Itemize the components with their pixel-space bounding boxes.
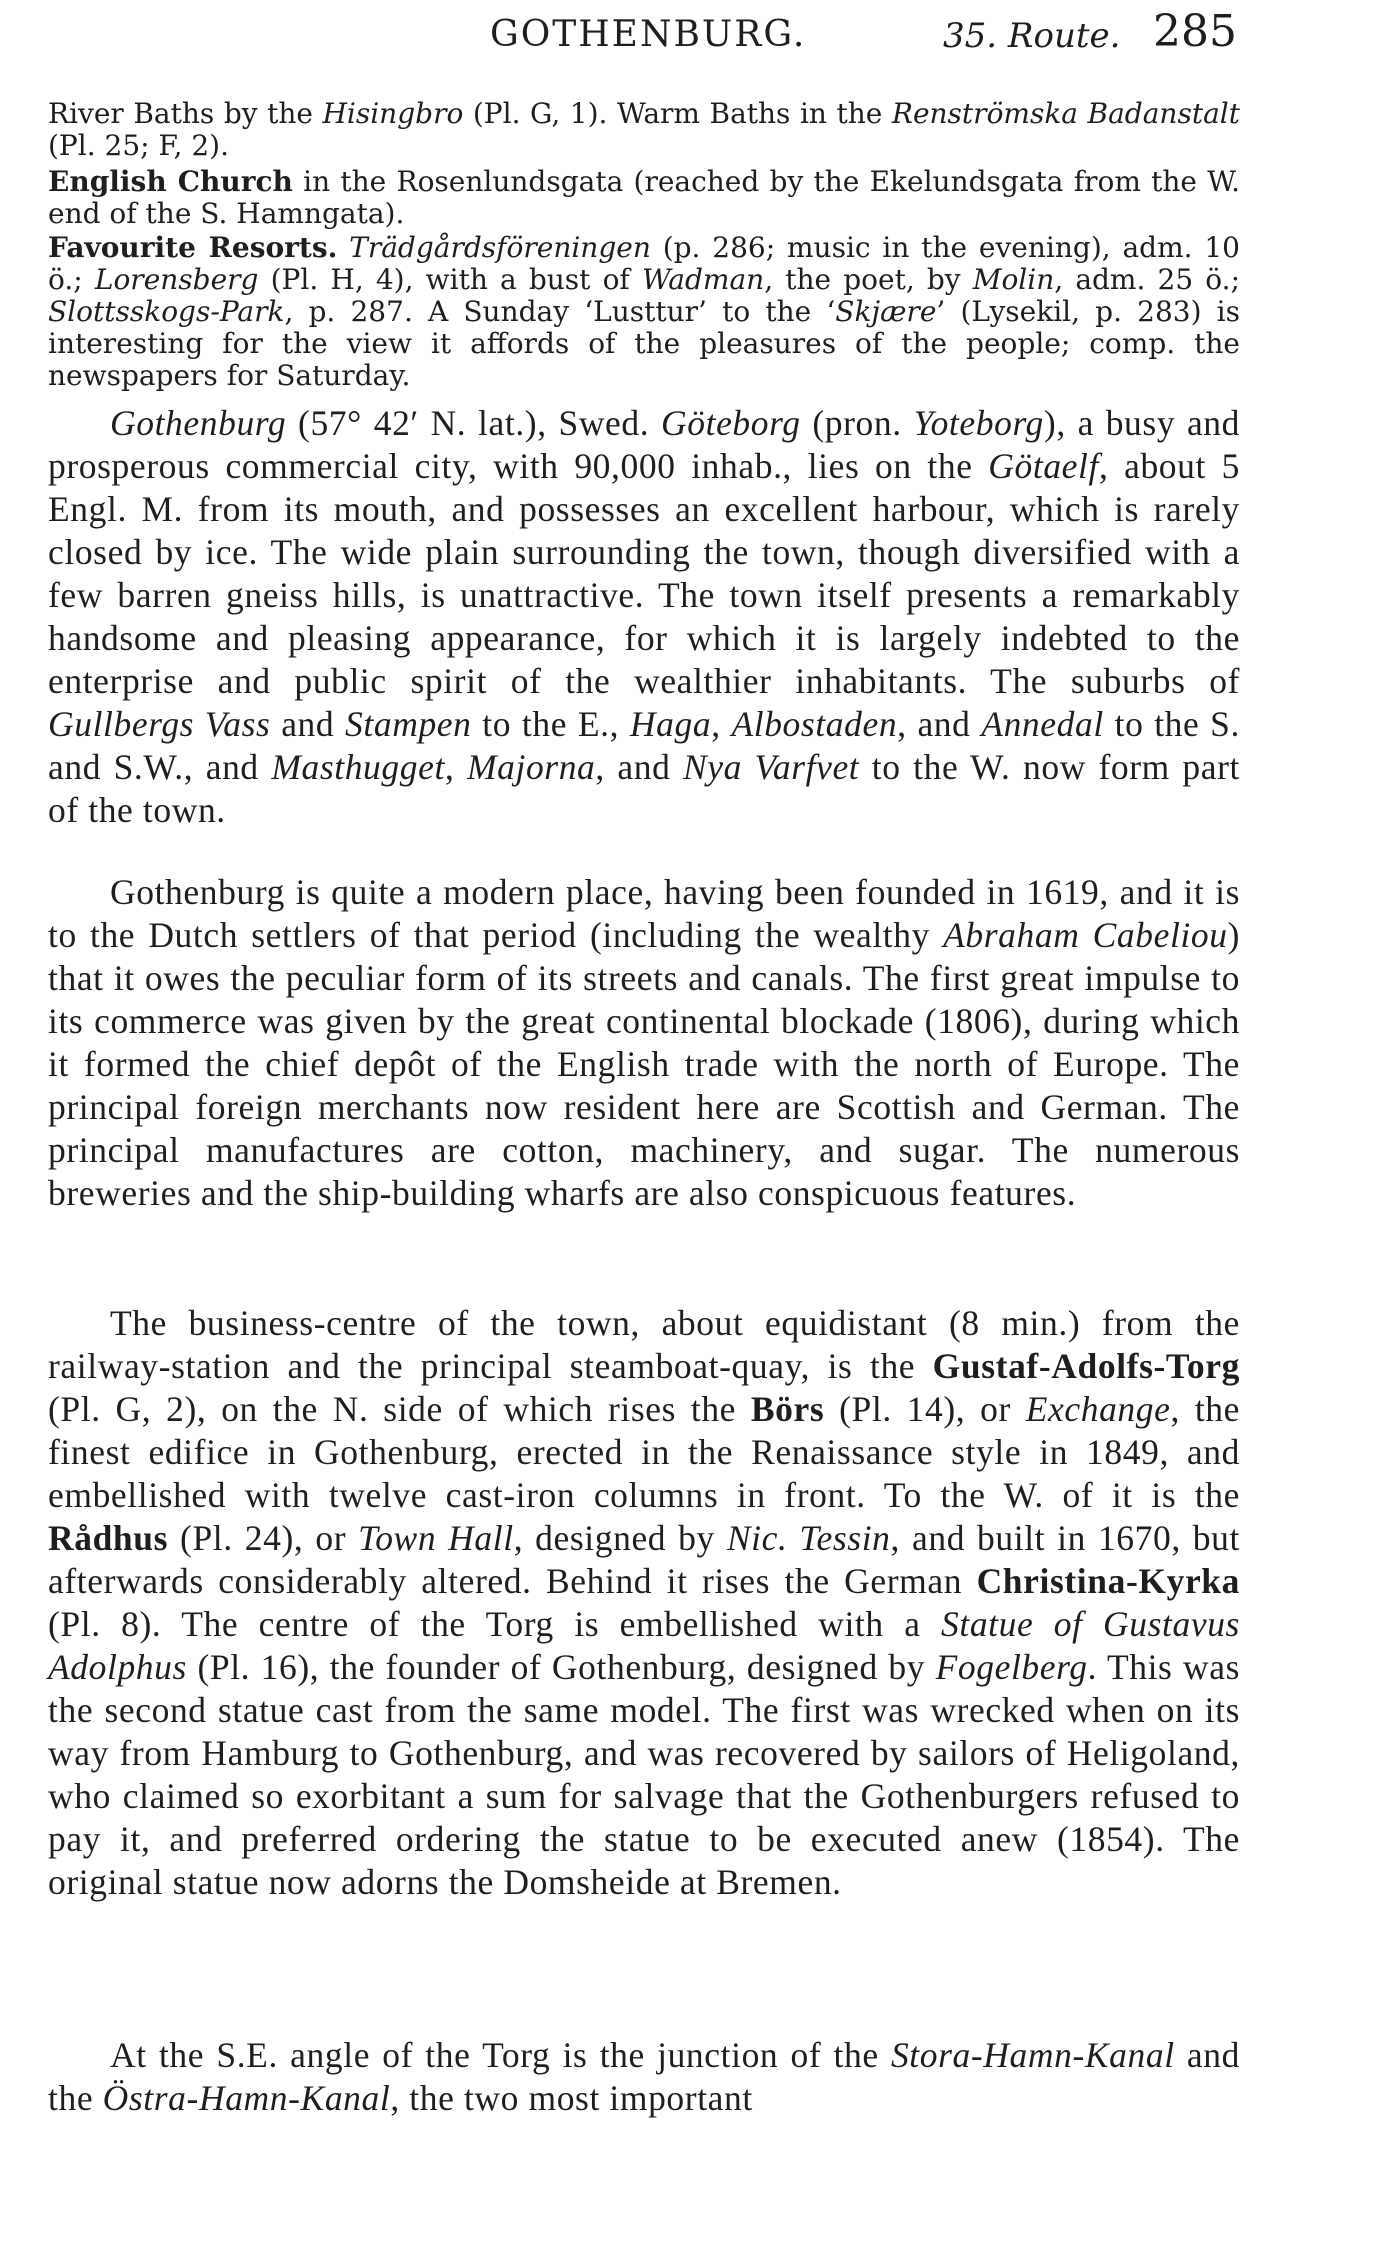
running-title: GOTHENBURG. bbox=[490, 14, 807, 55]
english-church-info: English Church in the Rosenlundsgata (reached by the Ekelundsgata from the W. end of the S. Hamngata). bbox=[48, 165, 1240, 230]
route-label: 35. Route. bbox=[943, 16, 1121, 56]
paragraph-history: Gothenburg is quite a modern place, having been founded in 1619, and it is to the Dutch settlers of that period (including the wealthy Abraham Cabeliou) that it owes the peculiar form of its streets and canals. The first great impulse to its commerce was given by the great continental blockade (1806), during which it formed the chief depôt of the English trade with the north of Europe. The principal foreign merchants now resident here are Scottish and German. The principal manufactures are cotton, machinery, and sugar. The numerous breweries and the ship-building wharfs are also conspicuous features. bbox=[48, 872, 1240, 1213]
page-number: 285 bbox=[1153, 6, 1237, 57]
paragraph-business-centre: The business-centre of the town, about equidistant (8 min.) from the railway-station and the principal steamboat-quay, is the Gustaf-Adolfs-Torg (Pl. G, 2), on the N. side of which rises the Börs (Pl. 14), or Exchange, the finest edifice in Gothenburg, erected in the Renaissance style in 1849, and embellished with twelve cast-iron columns in front. To the W. of it is the Rådhus (Pl. 24), or Town Hall, designed by Nic. Tessin, and built in 1670, but afterwards considerably altered. Behind it rises the German Christina-Kyrka (Pl. 8). The centre of the Torg is embellished with a Statue of Gustavus Adolphus (Pl. 16), the founder of Gothenburg, designed by Fogelberg. This was the second statue cast from the same model. The first was wrecked when on its way from Hamburg to Gothenburg, and was recovered by sailors of Heligoland, who claimed so exorbitant a sum for salvage that the Gothenburgers refused to pay it, and preferred ordering the statue to be executed anew (1854). The original statue now adorns the Domsheide at Bremen. bbox=[48, 1303, 1240, 1902]
page-header bbox=[48, 8, 1248, 66]
favourite-resorts-info: Favourite Resorts. Trädgårdsföreningen (p. 286; music in the evening), adm. 10 ö.; Lorensberg (Pl. H, 4), with a bust of Wadman, the poet, by Molin, adm. 25 ö.; Slottsskogs-Park, p. 287. A Sunday ‘Lusttur’ to the ‘Skjære’ (Lysekil, p. 283) is interesting for the view it affords of the pleasures of the people; comp. the newspapers for Saturday. bbox=[48, 231, 1241, 392]
paragraph-canals: At the S.E. angle of the Torg is the junction of the Stora-Hamn-Kanal and the Östra-Hamn-Kanal, the two most important bbox=[48, 2035, 1240, 2118]
baths-info: River Baths by the Hisingbro (Pl. G, 1). Warm Baths in the Renströmska Badanstalt (Pl. 25; F, 2). bbox=[48, 97, 1240, 162]
paragraph-overview: Gothenburg (57° 42′ N. lat.), Swed. Göteborg (pron. Yoteborg), a busy and prosperous commercial city, with 90,000 inhab., lies on the Götaelf, about 5 Engl. M. from its mouth, and possesses an excellent harbour, which is rarely closed by ice. The wide plain surrounding the town, though diversified with a few barren gneiss hills, is unattractive. The town itself presents a remarkably handsome and pleasing appearance, for which it is largely indebted to the enterprise and public spirit of the wealthier inhabitants. The suburbs of Gullbergs Vass and Stampen to the E., Haga, Albostaden, and Annedal to the S. and S.W., and Masthugget, Majorna, and Nya Varfvet to the W. now form part of the town. bbox=[48, 403, 1241, 830]
